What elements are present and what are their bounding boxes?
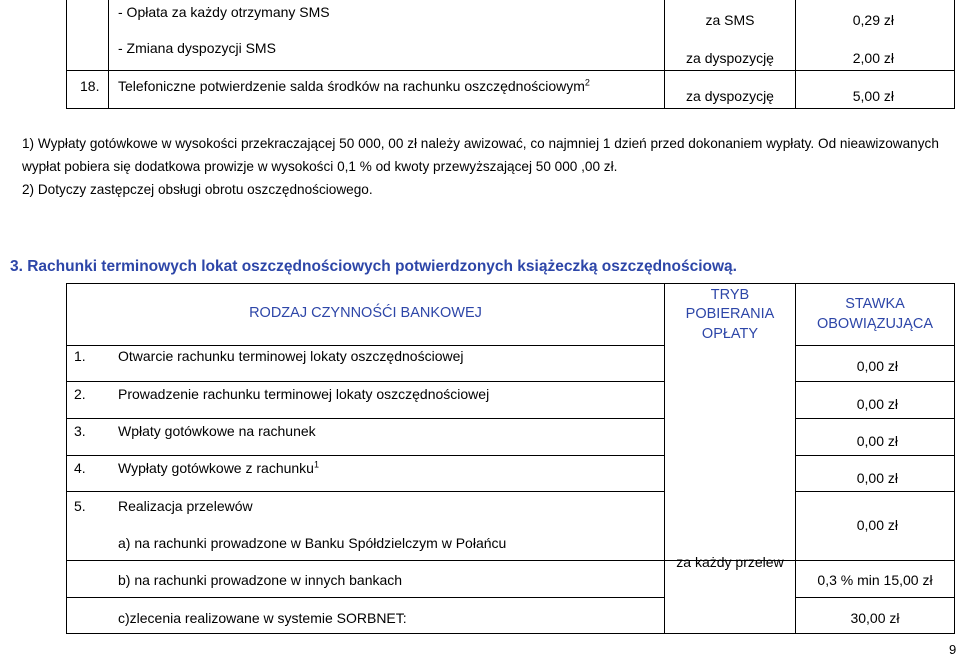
top-table-right-border [954, 0, 955, 108]
table-left-border [66, 283, 67, 634]
row-4-rate: 0,00 zł [856, 470, 898, 486]
header-rate-line-1: STAWKA [845, 296, 905, 312]
row-2-label: Prowadzenie rachunku terminowej lokaty oszczędnościowej [118, 386, 490, 402]
top-table-divider-1 [108, 0, 109, 108]
transfer-mode: za każdy przelew [676, 554, 784, 570]
header-mode-line-2: POBIERANIA [685, 306, 775, 322]
row-2-rate: 0,00 zł [856, 396, 898, 412]
sms-fee-label: - Opłata za każdy otrzymany SMS [118, 4, 330, 20]
top-table-row-line [66, 70, 955, 71]
header-bottom-line-right [795, 345, 955, 346]
row-4-line-right [795, 491, 955, 492]
row-18-mode: za dyspozycję [686, 88, 774, 104]
header-rate-line-2: OBOWIĄZUJĄCA [816, 316, 933, 332]
row-1-number: 1. [74, 348, 86, 364]
header-bottom-line [66, 345, 665, 346]
header-mode-line-3: OPŁATY [701, 326, 759, 342]
row-4-label: Wypłaty gotówkowe z rachunku$^1$ [118, 459, 319, 476]
row-3-label: Wpłaty gotówkowe na rachunek [118, 423, 316, 439]
top-table-left-border [66, 0, 67, 108]
row-1-line-right [795, 381, 955, 382]
row-1-line [66, 381, 665, 382]
row-1-rate: 0,00 zł [856, 358, 898, 374]
row-5c-rate: 30,00 zł [850, 610, 900, 626]
table-bottom-border [66, 633, 955, 634]
row-18-label: Telefoniczne potwierdzenie salda środków na rachunku oszczędnościowym$^2$ [118, 77, 590, 94]
sms-fee-rate: 0,29 zł [852, 12, 894, 28]
row-4-number: 4. [74, 460, 86, 476]
row-3-line-right [795, 455, 955, 456]
row-3-line [66, 455, 665, 456]
top-table-divider-3 [795, 0, 796, 108]
footnote-2: 2) Dotyczy zastępczej obsługi obrotu oszczędnościowego. [22, 182, 373, 197]
row-2-number: 2. [74, 386, 86, 402]
section-title: 3. Rachunki terminowych lokat oszczędnościowych potwierdzonych książeczką oszczędnościową. [10, 258, 737, 275]
row-1-label: Otwarcie rachunku terminowej lokaty oszczędnościowej [118, 348, 464, 364]
row-5-rate: 0,00 zł [856, 517, 898, 533]
row-5b-label: b) na rachunki prowadzone w innych bankach [118, 572, 403, 588]
row-5-label: Realizacja przelewów [118, 498, 253, 514]
row-5b-line-right [795, 597, 955, 598]
sms-change-mode: za dyspozycję [686, 50, 774, 66]
row-18-rate: 5,00 zł [852, 88, 894, 104]
row-5b-rate: 0,3 % min 15,00 zł [817, 572, 933, 588]
row-5a-label: a) na rachunki prowadzone w Banku Spółdzielczym w Połańcu [118, 535, 507, 551]
row-5b-line [66, 597, 665, 598]
row-18-number: 18. [80, 78, 100, 94]
footnote-1-line-1: 1) Wypłaty gotówkowe w wysokości przekraczającej 50 000, 00 zł należy awizować, co najmniej 1 dzień przed dokonaniem wypłaty. Od nieawizowanych [22, 136, 939, 151]
row-4-line [66, 491, 665, 492]
row-5-number: 5. [74, 498, 86, 514]
sms-change-rate: 2,00 zł [852, 50, 894, 66]
top-table-bottom-border [66, 108, 955, 109]
row-5c-label: c)zlecenia realizowane w systemie SORBNET: [118, 610, 407, 626]
footnote-1-line-2: wypłat pobiera się dodatkowa prowizje w wysokości 0,1 % od kwoty przewyższającej 50 000 ,00 zł. [22, 159, 618, 174]
row-2-line [66, 418, 665, 419]
page-number: 9 [949, 642, 957, 657]
header-mode-line-1: TRYB [710, 287, 750, 303]
sms-fee-mode: za SMS [705, 12, 755, 28]
row-2-line-right [795, 418, 955, 419]
row-3-number: 3. [74, 423, 86, 439]
row-3-rate: 0,00 zł [856, 433, 898, 449]
header-activity: RODZAJ CZYNNOŚĆI BANKOWEJ [249, 305, 482, 321]
row-5a-line [66, 560, 955, 561]
table-top-border [66, 283, 955, 284]
sms-change-label: - Zmiana dyspozycji SMS [118, 40, 276, 56]
table-right-border [954, 283, 955, 634]
